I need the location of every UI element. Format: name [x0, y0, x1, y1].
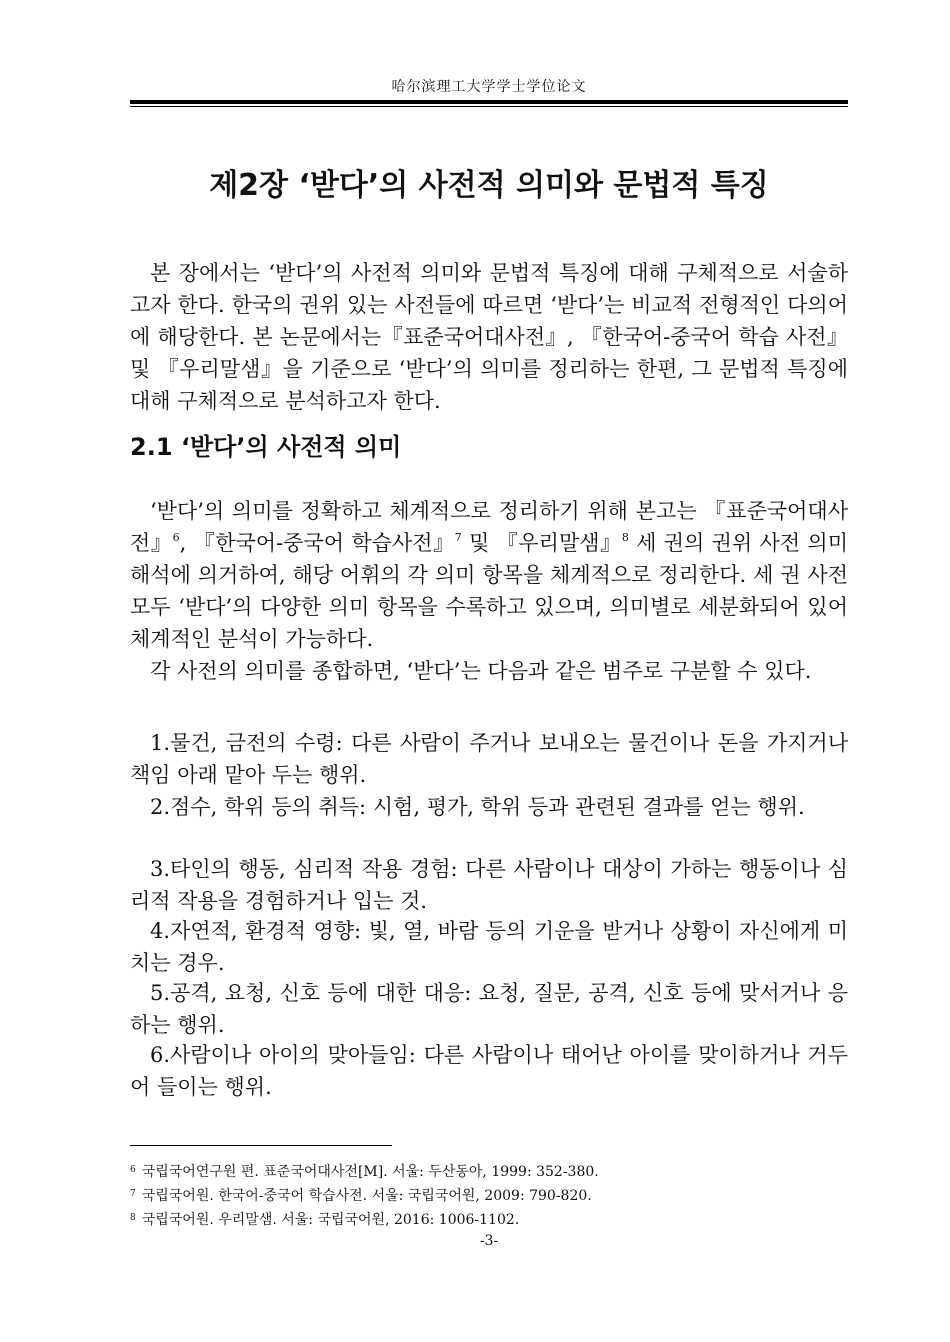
meaning-item-2: 2.점수, 학위 등의 취득: 시험, 평가, 학위 등과 관련된 결과를 얻는 행위.	[150, 795, 805, 819]
meaning-item-1: 1.물건, 금전의 수령: 다른 사람이 주거나 보내오는 물건이나 돈을 가지거나 책임 아래 맡아 두는 행위.	[130, 731, 848, 787]
footnote-separator	[130, 1145, 392, 1146]
p1-text-d: 세 권의 권위 사전 의미 해석에 의거하여, 해당 어휘의 각 의미 항목을 체계적으로 정리한다. 세 권 사전 모두 ‘받다’의 다양한 의미 항목을 수록하고 있으며, 의미별로 세분화되어 있어 체계적인 분석이 가능하다.	[130, 531, 848, 651]
page-number: -3-	[479, 1233, 499, 1249]
meaning-item-6: 6.사람이나 아이의 맞아들임: 다른 사람이나 태어난 아이를 맞이하거나 거두어 들이는 행위.	[130, 1043, 848, 1099]
footnote-text: 국립국어연구원 편. 표준국어대사전[M]. 서울: 두산동아, 1999: 352-380.	[141, 1164, 599, 1180]
footnote-number: 8	[130, 1213, 136, 1223]
p1-text-a: ‘받다’의 의미를 정확하고 체계적으로 정리하기 위해 본고는 『표준국어대사전』	[130, 499, 848, 555]
section-paragraph-2: 각 사전의 의미를 종합하면, ‘받다’는 다음과 같은 범주로 구분할 수 있다.	[150, 659, 812, 683]
footnote-text: 국립국어원. 우리말샘. 서울: 국립국어원, 2016: 1006-1102.	[141, 1212, 520, 1228]
footnote-ref-7[interactable]: 7	[454, 531, 462, 544]
p1-text-c: 및 『우리말샘』	[461, 531, 622, 555]
meaning-item-4: 4.자연적, 환경적 영향: 빛, 열, 바람 등의 기운을 받거나 상황이 자신에게 미치는 경우.	[130, 919, 848, 975]
footnote-text: 국립국어원. 한국어-중국어 학습사전. 서울: 국립국어원, 2009: 790-820.	[141, 1188, 592, 1204]
meaning-item-3: 3.타인의 행동, 심리적 작용 경험: 다른 사람이나 대상이 가하는 행동이나 심리적 작용을 경험하거나 입는 것.	[130, 857, 848, 913]
chapter-title: 제2장 ‘받다’의 사전적 의미와 문법적 특징	[209, 168, 769, 203]
header-rule-thick	[130, 100, 848, 104]
footnote-ref-8[interactable]: 8	[621, 531, 629, 544]
footnote-ref-6[interactable]: 6	[172, 531, 180, 544]
intro-paragraph: 본 장에서는 ‘받다’의 사전적 의미와 문법적 특징에 대해 구체적으로 서술하고자 한다. 한국의 권위 있는 사전들에 따르면 ‘받다’는 비교적 전형적인 다의어에 해당한다. 본 논문에서는『표준국어대사전』, 『한국어-중국어 학습 사전』 및 『우리말샘』을 기준으로 ‘받다’의 의미를 정리하는 한편, 그 문법적 특징에 대해 구체적으로 분석하고자 한다.	[130, 261, 848, 413]
footnote-6	[130, 1161, 848, 1181]
section-title: 2.1 ‘받다’의 사전적 의미	[130, 433, 402, 461]
p1-text-b: , 『한국어-중국어 학습사전』	[179, 531, 455, 555]
footnote-number: 6	[130, 1165, 136, 1175]
running-header: 哈尔滨理工大学学士学位论文	[391, 79, 587, 95]
meaning-item-5: 5.공격, 요청, 신호 등에 대한 대응: 요청, 질문, 공격, 신호 등에 맞서거나 응하는 행위.	[130, 981, 848, 1037]
section-paragraph-1	[130, 495, 848, 655]
footnote-7	[130, 1185, 848, 1205]
footnote-number: 7	[130, 1189, 136, 1199]
header-rule-thin	[130, 106, 848, 107]
footnote-8	[130, 1209, 848, 1229]
